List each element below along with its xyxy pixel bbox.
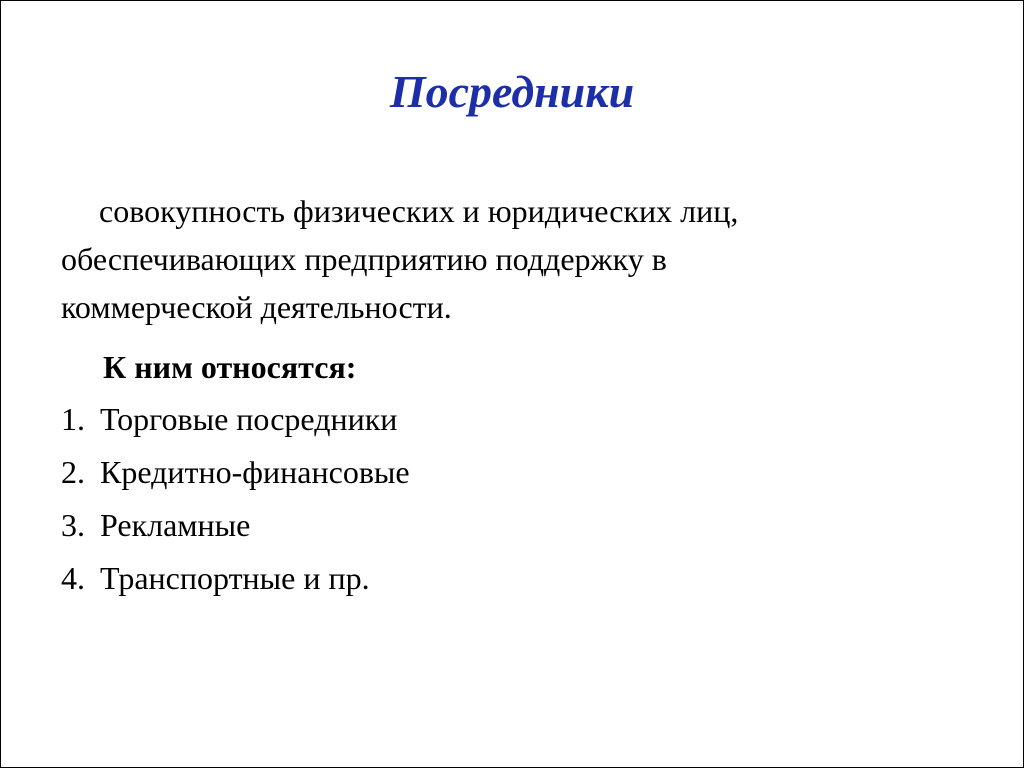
list-item-number: 4.: [61, 560, 85, 596]
list-item-number: 2.: [61, 454, 85, 490]
list-item: [61, 393, 410, 446]
definition-text: совокупность физических и юридических лиц, обеспечивающих предприятию поддержку в коммерческой деятельности.: [61, 193, 739, 325]
list-intro: К ним относятся:: [103, 349, 357, 385]
intermediaries-list: [61, 393, 410, 605]
list-item-text: Кредитно-финансовые: [100, 454, 410, 490]
list-item-number: 3.: [61, 507, 85, 543]
list-item-text: Транспортные и пр.: [100, 560, 370, 596]
list-item-number: 1.: [61, 401, 85, 437]
list-item: [61, 552, 410, 605]
slide-title: Посредники: [389, 66, 635, 117]
list-item-text: Торговые посредники: [100, 401, 398, 437]
list-item: [61, 499, 410, 552]
list-item: [61, 446, 410, 499]
list-item-text: Рекламные: [100, 507, 251, 543]
